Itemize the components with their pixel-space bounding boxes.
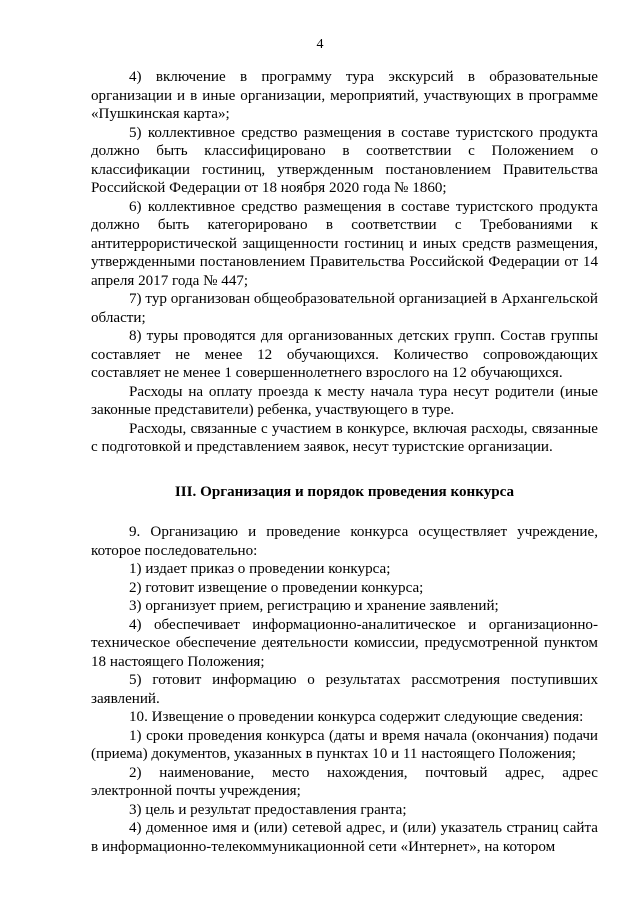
paragraph: 5) готовит информацию о результатах рассмотрения поступивших заявлений. bbox=[91, 672, 598, 707]
paragraph: 4) обеспечивает информационно-аналитическое и организационно-техническое обеспечение деятельности комиссии, предусмотренной пунктом 18 настоящего Положения; bbox=[91, 616, 598, 670]
paragraph: 9. Организацию и проведение конкурса осуществляет учреждение, которое последовательно: bbox=[91, 524, 598, 559]
paragraph: Расходы на оплату проезда к месту начала тура несут родители (иные законные представители) ребенка, участвующего в туре. bbox=[91, 383, 598, 418]
section-heading: III. Организация и порядок проведения конкурса bbox=[174, 483, 515, 500]
paragraph: 1) издает приказ о проведении конкурса; bbox=[129, 561, 391, 577]
paragraph: 1) сроки проведения конкурса (даты и время начала (окончания) подачи (приема) документов, указанных в пунктах 10 и 11 настоящего Положения; bbox=[91, 727, 598, 762]
paragraph: 4) доменное имя и (или) сетевой адрес, и (или) указатель страниц сайта в информационно-телекоммуникационной сети «Интернет», на котором bbox=[91, 820, 598, 855]
document-body bbox=[91, 68, 598, 856]
paragraph: 5) коллективное средство размещения в составе туристского продукта должно быть классифицировано в соответствии с Положением о классификации гостиниц, утвержденным постановлением Правительства Российской Федерации от 18 ноября 2020 года № 1860; bbox=[91, 124, 598, 196]
paragraph: Расходы, связанные с участием в конкурсе, включая расходы, связанные с подготовкой и представлением заявок, несут туристские организации. bbox=[91, 420, 598, 455]
paragraph: 2) готовит извещение о проведении конкурса; bbox=[129, 579, 424, 596]
paragraph: 2) наименование, место нахождения, почтовый адрес, адрес электронной почты учреждения; bbox=[91, 764, 598, 799]
paragraph: 8) туры проводятся для организованных детских групп. Состав группы составляет не менее 12 обучающихся. Количество сопровождающих составляет не менее 1 совершеннолетнего взрослого на 12 обучающихся. bbox=[91, 328, 598, 381]
paragraph: 6) коллективное средство размещения в составе туристского продукта должно быть категорировано в соответствии с Требованиями к антитеррористической защищенности гостиниц и иных средств размещения, утвержденными постановлением Правительства Российской Федерации от 14 апреля 2017 года № 447; bbox=[91, 198, 598, 289]
paragraph: 7) тур организован общеобразовательной организацией в Архангельской области; bbox=[91, 291, 598, 326]
paragraph: 3) цель и результат предоставления гранта; bbox=[129, 801, 407, 818]
paragraph: 10. Извещение о проведении конкурса содержит следующие сведения: bbox=[129, 709, 584, 725]
paragraph: 4) включение в программу тура экскурсий в образовательные организации и в иные организации, мероприятий, участвующих в программе «Пушкинская карта»; bbox=[91, 69, 598, 122]
page-number: 4 bbox=[316, 37, 324, 52]
paragraph: 3) организует прием, регистрацию и хранение заявлений; bbox=[129, 598, 499, 614]
